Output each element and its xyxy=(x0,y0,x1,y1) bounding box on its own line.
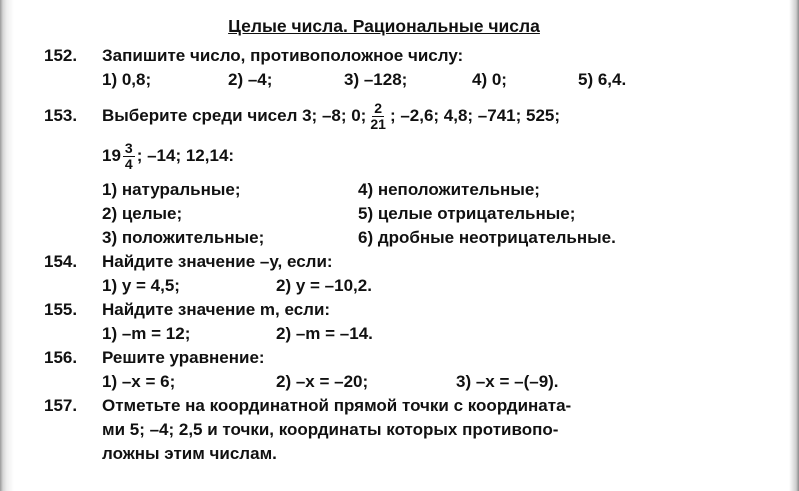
problem-text: Найдите значение m, если: xyxy=(102,300,331,319)
problem-text-line1: Отметьте на координатной прямой точки с координата- xyxy=(102,396,572,415)
line2-end: ; –14; 12,14: xyxy=(136,146,235,165)
options-grid xyxy=(102,178,684,250)
option-5: 5) целые отрицательные; xyxy=(358,204,576,223)
problem-156 xyxy=(44,346,684,394)
problem-text-line3: ложны этим числам. xyxy=(102,444,277,463)
option-2: 2) y = –10,2. xyxy=(276,276,372,295)
fraction-denominator: 21 xyxy=(370,115,386,132)
text-end: ; –2,6; 4,8; –741; 525; xyxy=(389,106,561,125)
mixed-numerator: 3 xyxy=(124,139,133,156)
option-5: 5) 6,4. xyxy=(578,70,627,89)
problem-153 xyxy=(44,96,684,250)
textbook-page xyxy=(44,8,684,466)
page-title: Целые числа. Рациональные числа xyxy=(228,16,540,36)
page-shadow-left xyxy=(0,0,14,491)
options-row xyxy=(102,322,684,346)
option-2: 2) –4; xyxy=(228,70,273,89)
problem-text-line1 xyxy=(102,96,684,136)
option-3: 3) положительные; xyxy=(102,228,265,247)
option-4: 4) неположительные; xyxy=(358,180,540,199)
mixed-number xyxy=(102,141,137,172)
problem-152 xyxy=(44,44,684,92)
option-4: 4) 0; xyxy=(472,70,507,89)
option-2: 2) целые; xyxy=(102,204,183,223)
problem-154 xyxy=(44,250,684,298)
option-3: 3) –x = –(–9). xyxy=(456,372,559,391)
problem-text: Запишите число, противоположное числу: xyxy=(102,46,464,65)
problem-number: 157. xyxy=(44,396,78,415)
option-1: 1) –m = 12; xyxy=(102,324,191,343)
problem-155 xyxy=(44,298,684,346)
problem-text: Решите уравнение: xyxy=(102,348,265,367)
option-2: 2) –x = –20; xyxy=(276,372,369,391)
problem-number: 154. xyxy=(44,252,78,271)
mixed-whole: 19 xyxy=(102,146,121,165)
mixed-denominator: 4 xyxy=(124,155,133,172)
problem-text: Найдите значение –y, если: xyxy=(102,252,333,271)
fraction-numerator: 2 xyxy=(374,99,383,116)
options-row xyxy=(102,274,684,298)
problem-text-line2: ми 5; –4; 2,5 и точки, координаты которых противопо- xyxy=(102,420,559,439)
page-shadow-right xyxy=(789,0,799,491)
options-row xyxy=(102,68,684,92)
options-row xyxy=(102,370,684,394)
option-1: 1) натуральные; xyxy=(102,180,241,199)
option-1: 1) y = 4,5; xyxy=(102,276,180,295)
problem-number: 155. xyxy=(44,300,78,319)
text-start: Выберите среди чисел 3; –8; 0; xyxy=(102,106,367,125)
problem-number: 156. xyxy=(44,348,78,367)
problem-157 xyxy=(44,394,684,466)
option-1: 1) 0,8; xyxy=(102,70,152,89)
problem-number: 152. xyxy=(44,46,78,65)
mixed-fraction xyxy=(123,141,135,172)
problem-number: 153. xyxy=(44,106,78,125)
option-6: 6) дробные неотрицательные. xyxy=(358,228,616,247)
problem-text-line2 xyxy=(102,136,684,176)
option-2: 2) –m = –14. xyxy=(276,324,373,343)
option-3: 3) –128; xyxy=(344,70,408,89)
option-1: 1) –x = 6; xyxy=(102,372,176,391)
fraction xyxy=(368,101,388,132)
